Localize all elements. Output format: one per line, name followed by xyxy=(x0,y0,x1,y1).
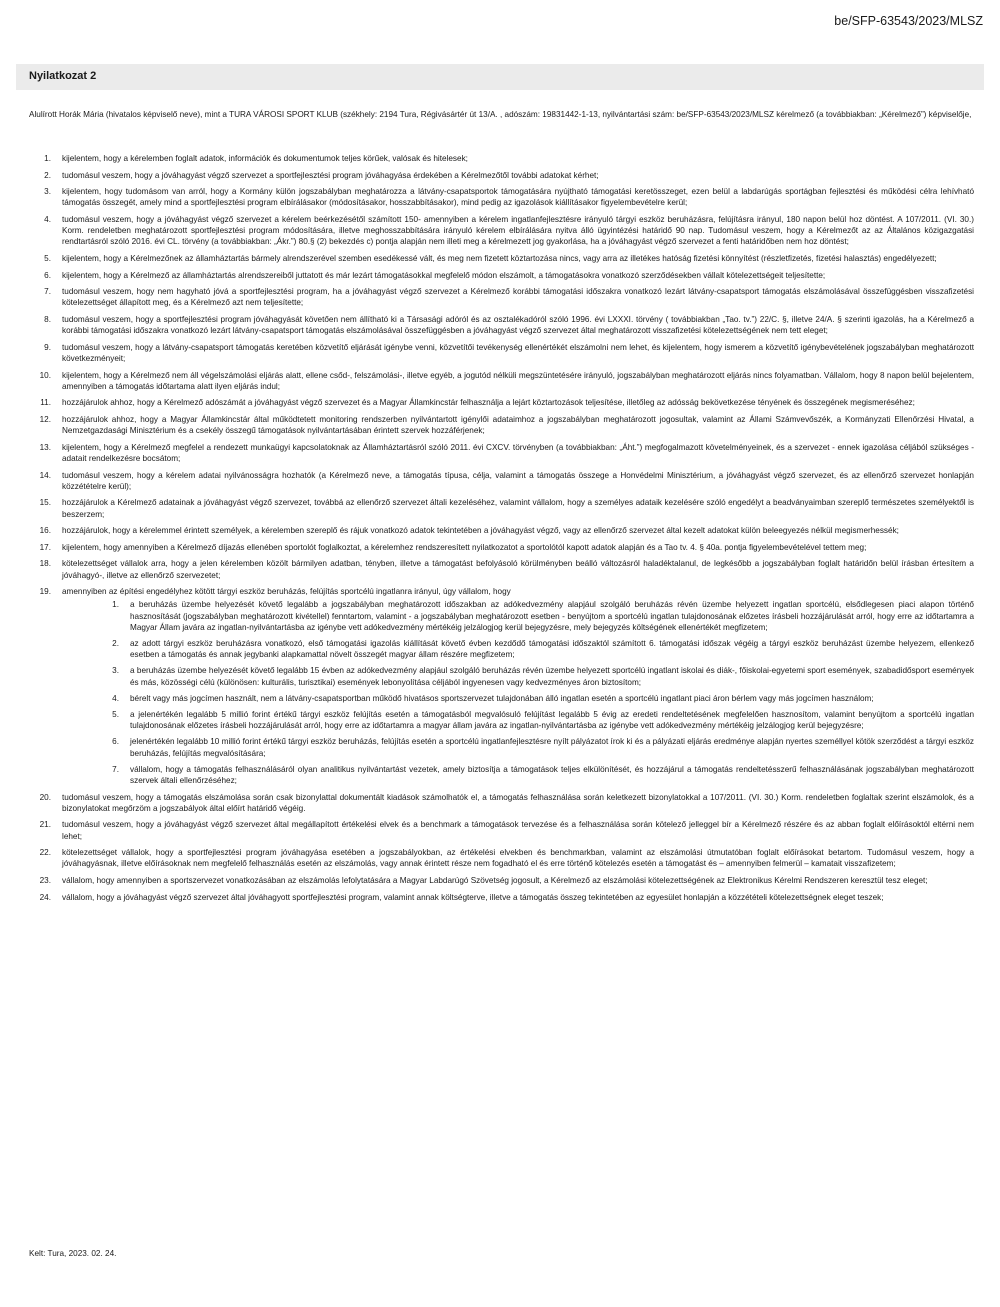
item-text: hozzájárulok ahhoz, hogy a Magyar Államkincstár által működtetett monitoring rendszerben nyilvántartott igénylői adataimhoz a jogszabályban meghatározott jogosultak, valamint az Állami Számvevőszék, a Kormányzati Ellenőrzési Hivatal, a Nemzetgazdasági Minisztérium és a csekély összegű támogatások nyilvántartásában érintett szervek hozzáférjenek; xyxy=(62,414,974,436)
declaration-item xyxy=(29,397,974,408)
item-text: vállalom, hogy a jóváhagyást végző szervezet által jóváhagyott sportfejlesztési program, valamint annak költségterve, illetve a támogatás összeg tekintetében az egyesület honlapján a közzétételi kötelezettségnek eleget teszek; xyxy=(62,892,884,902)
sub-item-text: a beruházás üzembe helyezését követő legalább 15 évben az adókedvezmény alapjául szolgáló beruházás révén üzembe helyezett sportcélú ingatlant iskolai és diák-, főiskolai-egyetemi sport események, szabadidősport események és más, közösségi célú (különösen: kulturális, turisztikai) események lebonyolítása céljából ingyenesen vagy kedvezményes áron biztosítom; xyxy=(130,666,974,687)
sub-item xyxy=(97,665,974,687)
sub-item-text: a beruházás üzembe helyezését követő legalább a jogszabályban meghatározott időszakban az adókedvezmény alapjául szolgáló beruházás révén üzembe helyezett ingatlan sportcélú, elsődlegesen piaci alapon történő hasznosítását (jogszabályban meghatározott kivétellel) fenntartom, valamint - a jogszabályban meghatározott esetben - benyújtom a sportcélú ingatlan tulajdonosának előzetes írásbeli hozzájárulását arról, hogy erre az időtartamra a Magyar Állam javára az ingatlan-nyilvántartásba az igénybe vett adókedvezmény mértékéig jelzálogjog kerül bejegyzésre, mely bejegyzés költségének ellenértékét megfizetem; xyxy=(130,600,974,632)
declaration-item xyxy=(29,542,974,553)
item-number: 14. xyxy=(39,470,51,480)
declaration-item xyxy=(29,586,974,786)
item-text: tudomásul veszem, hogy a jóváhagyást végző szervezet a sportfejlesztési program jóváhagyása érdekében a Kérelmezőtől további adatokat kérhet; xyxy=(62,170,599,180)
item-text: tudomásul veszem, hogy a kérelem adatai nyilvánosságra hozhatók (a Kérelmező neve, a támogatás típusa, célja, valamint a támogatás összege a Honvédelmi Minisztérium, a jóváhagyást végző szervezet, és az ellenőrző szervezet honlapján közzétételre kerül); xyxy=(62,470,974,491)
item-number: 13. xyxy=(39,442,51,452)
sub-item-number: 3. xyxy=(112,666,119,676)
item-text: tudomásul veszem, hogy a jóváhagyást végző szervezet által megállapított értékelési elvek és a benchmark a támogatások tervezése és a felhasználása során kötelező jelleggel bír a Kérelmező részére és az abban foglalt előírásoktól eltérni nem lehet; xyxy=(62,820,974,841)
sub-item-number: 1. xyxy=(112,600,119,610)
declaration-item xyxy=(29,525,974,536)
item-number: 2. xyxy=(44,170,51,180)
item-text: hozzájárulok, hogy a kérelemmel érintett személyek, a kérelemben szereplő és rájuk vonatkozó adatok tekintetében a jóváhagyást végző, vagy az ellenőrző szervezet által kezelt adatokat külön beleegyezés nélkül megismerhessék; xyxy=(62,526,899,536)
item-text: kijelentem, hogy amennyiben a Kérelmező díjazás ellenében sportolót foglalkoztat, a kérelemhez rendszeresített nyilatkozatot a sportolótól kapott adatok alapján és a Tao tv. 4. § 40a. pontja figyelembevételével tettem meg; xyxy=(62,542,867,552)
declaration-item xyxy=(29,470,974,492)
declaration-item xyxy=(29,819,974,841)
sub-item-text: bérelt vagy más jogcímen használt, nem a látvány-csapatsportban működő hivatásos sportszervezet tulajdonában álló ingatlan esetén a sportcélú ingatlant piaci áron bérlem vagy más jogcímen használom; xyxy=(130,693,874,703)
item-number: 24. xyxy=(39,892,51,902)
item-text: amennyiben az építési engedélyhez kötött tárgyi eszköz beruházás, felújítás sportcélú ingatlanra irányul, úgy vállalom, hogy xyxy=(62,587,511,597)
item-number: 23. xyxy=(39,875,51,885)
sub-item-number: 4. xyxy=(112,693,119,703)
declaration-item xyxy=(29,792,974,814)
declaration-item xyxy=(29,270,974,281)
item-text: tudomásul veszem, hogy a jóváhagyást végző szervezet a kérelem beérkezésétől számított 150- amennyiben a kérelem ingatlanfejlesztésre irányuló tárgyi eszköz beruházásra, felújításra irányul, 180 napon belül hoz döntést. A 107/2011. (VI. 30.) Korm. rendeletben meghatározott sportfejlesztési program módosítására, illetve meghosszabbítására irányuló kérelem elbírálására nyitva álló ügyintézési határidő 90 nap. Tudomásul veszem, hogy a Kérelmezőt az az Általános közigazgatási rendtartásról szóló 2016. évi CL. törvény (a továbbiakban: „Ákr.”) 80.§ (2) bekezdés c) pontja alapján nem illeti meg a kérelmezett jog gyakorlása, ha a jóváhagyást végző szervezet a fenti határidőben nem hoz döntést; xyxy=(62,214,974,247)
item-number: 16. xyxy=(39,526,51,536)
item-number: 17. xyxy=(39,542,51,552)
declaration-item xyxy=(29,414,974,436)
sub-list xyxy=(62,599,974,786)
item-text: kijelentem, hogy a Kérelmező nem áll végelszámolási eljárás alatt, ellene csőd-, felszámolási-, illetve egyéb, a jogutód nélküli megszüntetésére irányuló, jogszabályban meghatározott eljárás nincs folyamatban. Vállalom, hogy 8 napon belül bejelentem, amennyiben a támogatás időtartama alatt ilyen eljárás indul; xyxy=(62,370,974,391)
item-number: 1. xyxy=(44,154,51,163)
item-text: kijelentem, hogy a Kérelmezőnek az államháztartás bármely alrendszerével szemben esedékessé vált, és meg nem fizetett köztartozása nincs, vagy arra az illetékes hatóság fizetési könnyítést (részletfizetés, fizetési halasztás) engedélyezett; xyxy=(62,253,937,263)
sub-item-number: 2. xyxy=(112,638,119,648)
sub-item xyxy=(97,709,974,731)
sub-item xyxy=(97,736,974,758)
item-number: 6. xyxy=(44,270,51,280)
sub-item xyxy=(97,599,974,633)
sub-item-text: jelenértékén legalább 10 millió forint értékű tárgyi eszköz beruházás, felújítás esetén a sportcélú ingatlanfejlesztésre nyílt pályázatot írok ki és a pályázati eljárás eredménye alapján nyertes személlyel kötök szerződést a tárgyi eszköz beruházás, felújítás megvalósítására; xyxy=(130,737,974,758)
declaration-item xyxy=(29,286,974,308)
sub-item xyxy=(97,764,974,786)
declaration-item xyxy=(29,558,974,580)
item-number: 20. xyxy=(39,792,51,802)
item-text: kijelentem, hogy a Kérelmező az államháztartás alrendszereiből juttatott és már lezárt támogatásokkal megfelelő módon elszámolt, a támogatásokra vonatkozó szerződésekben vállalt kötelezettségeit teljesítette; xyxy=(62,270,826,280)
declaration-item xyxy=(29,314,974,336)
item-number: 21. xyxy=(39,820,51,830)
item-number: 3. xyxy=(44,187,51,197)
item-text: tudomásul veszem, hogy a sportfejlesztési program jóváhagyását követően nem állítható ki a Társasági adóról és az osztalékadóról szóló 1996. évi LXXXI. törvény ( továbbiakban „Tao. tv.”) 22/C. §, illetve 24/A. § szerinti igazolás, ha a Kérelmező a korábbi támogatási időszakra vonatkozó lezárt látvány-csapatsport támogatás elszámolásával összefüggésben a jóváhagyást végző szervezet által meghatározott visszafizetési kötelezettségének nem tett eleget; xyxy=(62,314,974,336)
declaration-item xyxy=(29,253,974,264)
item-text: kötelezettséget vállalok arra, hogy a jelen kérelemben közölt bármilyen adatban, tényben, illetve a támogatást befolyásoló körülményben beálló változásról haladéktalanul, de legkésőbb a jogszabályban foglalt határidőn belül írásban értesítem a jóváhagyó-, illetve az ellenőrző szervezetet; xyxy=(62,559,974,580)
item-number: 12. xyxy=(39,414,51,424)
declaration-list xyxy=(29,153,974,908)
sub-item xyxy=(97,693,974,704)
section-title-bar xyxy=(16,64,984,90)
sub-item xyxy=(97,638,974,660)
section-title: Nyilatkozat 2 xyxy=(29,70,97,82)
sub-item-text: az adott tárgyi eszköz beruházásra vonatkozó, első támogatási igazolás kiállítását követő évben kezdődő támogatási időszaktól számított 6. támogatási időszak végéig a tárgyi eszköz beruházást üzembe helyezem, ellenkező esetben a támogatás és annak jegybanki alapkamattal növelt összegét magyar állam részére megfizetem; xyxy=(130,638,974,660)
declaration-item xyxy=(29,214,974,248)
item-text: kijelentem, hogy a Kérelmező megfelel a rendezett munkaügyi kapcsolatoknak az Államháztartásról szóló 2011. évi CXCV. törvényben (a továbbiakban: „Áht.”) megfogalmazott követelményeinek, és a szervezet - ennek igazolása céljából szükséges - adatait rendelkezésre bocsátom; xyxy=(62,442,974,463)
intro-paragraph: Alulírott Horák Mária (hivatalos képviselő neve), mint a TURA VÁROSI SPORT KLUB (székhely: 2194 Tura, Régivásártér út 13/A. , adószám: 19831442-1-13, nyilvántartási szám: be/SFP-63543/2023/MLSZ kérelmező (a továbbiakban: „Kérelmező”) képviselője, xyxy=(29,110,972,119)
item-number: 11. xyxy=(40,398,51,408)
declaration-item xyxy=(29,875,974,886)
signing-place-date: Kelt: Tura, 2023. 02. 24. xyxy=(29,1249,117,1258)
declaration-item xyxy=(29,153,974,164)
item-number: 8. xyxy=(44,314,51,324)
declaration-item xyxy=(29,442,974,464)
item-text: hozzájárulok a Kérelmező adatainak a jóváhagyást végző szervezet, továbbá az ellenőrző szervezet általi kezeléséhez, valamint vállalom, hogy a személyes adataik kezelésére szóló engedélyt a beadványaimban szereplő természetes személyektől is beszerzem; xyxy=(62,498,974,519)
declaration-item xyxy=(29,497,974,519)
sub-item-number: 7. xyxy=(112,764,119,774)
item-number: 10. xyxy=(39,370,51,380)
sub-item-text: vállalom, hogy a támogatás felhasználásáról olyan analitikus nyilvántartást vezetek, amely biztosítja a támogatások teljes elkülönítését, és hozzájárul a támogatás rendeltetésszerű felhasználásának jogszabályban meghatározott szervek általi ellenőrzéséhez; xyxy=(130,764,974,785)
declaration-item xyxy=(29,170,974,181)
item-text: tudomásul veszem, hogy nem hagyható jóvá a sportfejlesztési program, ha a jóváhagyást végző szervezet a Kérelmező korábbi támogatási időszakra vonatkozó lezárt látvány-csapatsport támogatás elszámolásával összefüggésben visszafizetési kötelezettséget állapított meg, és a Kérelmező azt nem teljesítette; xyxy=(62,287,974,308)
item-number: 19. xyxy=(39,587,51,597)
item-text: vállalom, hogy amennyiben a sportszervezet vonatkozásában az elszámolás lefolytatására a Magyar Labdarúgó Szövetség jogosult, a Kérelmező az elszámolási kötelezettségének az Elektronikus Kérelmi Rendszeren keresztül tesz eleget; xyxy=(62,875,928,885)
declaration-item xyxy=(29,847,974,869)
item-number: 18. xyxy=(39,559,51,569)
item-number: 4. xyxy=(44,214,51,224)
item-text: kötelezettséget vállalok, hogy a sportfejlesztési program jóváhagyása esetében a jogszabályokban, az értékelési elvekben és benchmarkban, valamint az elszámolási útmutatóban foglalt előírásokat betartom. Tudomásul veszem, hogy a jóváhagyásnak, illetve előírásoknak nem megfelelő felhasználás esetén az elszámolás, vagy annak érintett része nem fogadható el és erre történő kötelezés esetén a támogatást és – amennyiben felmerül – kamatait visszafizetem; xyxy=(62,848,974,869)
item-text: hozzájárulok ahhoz, hogy a Kérelmező adószámát a jóváhagyást végző szervezet és a Magyar Államkincstár felhasználja a lejárt köztartozások teljesítése, illetőleg az adósság bekövetkezése tényének és összegének megismeréséhez; xyxy=(62,398,915,408)
item-number: 7. xyxy=(44,287,51,297)
declaration-item xyxy=(29,186,974,208)
item-number: 9. xyxy=(44,342,51,352)
declaration-item xyxy=(29,342,974,364)
item-text: tudomásul veszem, hogy a látvány-csapatsport támogatás keretében közvetítő eljárását igénybe venni, közvetítői tevékenység ellenértékét elszámolni nem lehet, és kijelentem, hogy ismerem a közvetítő igénybevételének jogszabályban meghatározott következményeit; xyxy=(62,342,974,363)
item-number: 15. xyxy=(39,498,51,508)
item-text: tudomásul veszem, hogy a támogatás elszámolása során csak bizonylattal dokumentált kiadások számolhatók el, a támogatás felhasználása során keletkezett bizonylatokkal a 107/2011. (VI. 30.) Korm. rendeletben foglaltak szerint elszámolok, és a bizonylatokat megőrzöm a jogszabályok által előírt határidő végéig. xyxy=(62,792,974,813)
item-number: 5. xyxy=(44,253,51,263)
item-text: kijelentem, hogy a kérelemben foglalt adatok, információk és dokumentumok teljes körűek, valósak és hitelesek; xyxy=(62,154,468,163)
sub-item-text: a jelenértékén legalább 5 millió forint értékű tárgyi eszköz felújítás esetén a támogatásból megvalósuló felújítást legalább 5 évig az eredeti rendeltetésének megfelelően hasznosítom, valamint benyújtom a sportcélú ingatlan tulajdonosának előzetes írásbeli hozzájárulását arról, hogy erre az időtartamra a magyar állam javára az ingatlan-nyilvántartásba az igénybe vett adókedvezmény mértékéig jelzálogjog kerül bejegyzésre; xyxy=(130,709,974,731)
item-number: 22. xyxy=(39,848,51,858)
sub-item-number: 6. xyxy=(112,737,119,747)
sub-item-number: 5. xyxy=(112,709,119,719)
declaration-item xyxy=(29,370,974,392)
item-text: kijelentem, hogy tudomásom van arról, hogy a Kormány külön jogszabályban meghatározza a látvány-csapatsportok támogatására nyújtható támogatási keretösszeget, ezen belül a labdarúgás sportágban fejlesztési és működési célra lehívható támogatás összegét, amely mind a sportfejlesztési program elbírálásakor (módosításakor, hosszabbításakor), mind pedig az igazolások kiállításakor figyelembevételre kerül; xyxy=(62,187,974,208)
reference-number: be/SFP-63543/2023/MLSZ xyxy=(834,14,983,28)
declaration-item xyxy=(29,892,974,903)
